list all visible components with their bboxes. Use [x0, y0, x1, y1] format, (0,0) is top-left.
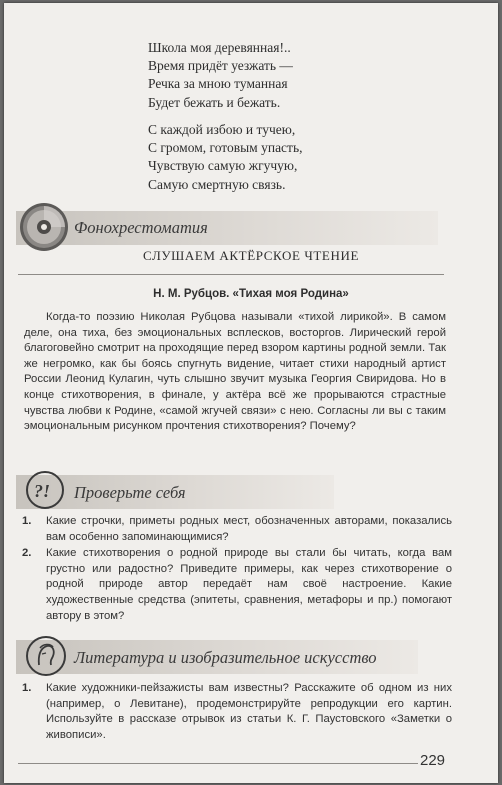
poem-line: С каждой избою и тучею, — [148, 122, 296, 137]
poem-line: Самую смертную связь. — [148, 176, 286, 192]
question-number: 1. — [22, 515, 32, 527]
question-text: Какие художники-пейзажисты вам известны? Расскажите об одном из них (например, о Левитане), продемонстрируйте репродукции его картин. Используйте в рассказе отрывок из статьи К. Г. Паустовского «Заметки о живописи». — [46, 682, 452, 741]
phono-paragraph: Когда-то поэзию Николая Рубцова называли «тихой лирикой». В самом деле, она тиха, без эмоциональных всплесков, восторгов. Лирический герой благоговейно смотрит на проходящие перед взором картины родной земли. Так же негромко, как бы боясь спугнуть видение, читает стихи народный артист России Леонид Кулагин, чуть слышно звучит музыка Георгия Свиридова. Но в конце стихотворения, в финале, у актёра всё же прорываются страстные чувства любви к Родине, «самой жгучей связи» с нею. Согласны ли вы с таким эмоциональным рисунком прочтения стихотворения? Почему? — [24, 311, 446, 433]
check-questions — [16, 514, 452, 625]
section-title-phono: Фонохрестоматия — [74, 218, 208, 237]
poem-stanza-2 — [148, 121, 303, 194]
list-item — [16, 681, 452, 743]
art-questions — [16, 681, 452, 744]
cd-disc-icon — [18, 201, 70, 253]
question-number: 2. — [22, 547, 32, 560]
icon-label: ?! — [34, 481, 51, 501]
poem-line: Чувствую самую жгучую, — [148, 158, 298, 174]
section-title-art: Литература и изобразительное искусство — [74, 648, 377, 667]
section-title-check: Проверьте себя — [74, 483, 186, 502]
poem-line: Школа моя деревянная!.. — [148, 40, 291, 55]
question-number: 1. — [22, 682, 32, 694]
textbook-page — [4, 3, 498, 783]
poem-stanza-1 — [148, 39, 293, 112]
section-banner-phono — [16, 211, 438, 245]
page-number: 229 — [420, 752, 446, 769]
section-banner-art — [16, 640, 418, 674]
footer-divider — [18, 763, 418, 764]
list-item — [16, 546, 452, 624]
work-heading: Н. М. Рубцов. «Тихая моя Родина» — [153, 288, 349, 300]
portrait-head-icon — [24, 634, 68, 678]
poem-line: Речка за мною туманная — [148, 76, 288, 92]
divider — [18, 274, 444, 275]
poem-line: Будет бежать и бежать. — [148, 94, 281, 110]
question-text: Какие строчки, приметы родных мест, обозначенных авторами, показались вам особенно запоминающимися? — [46, 515, 452, 543]
section-subtitle: СЛУШАЕМ АКТЁРСКОЕ ЧТЕНИЕ — [143, 248, 359, 263]
question-text: Какие стихотворения о родной природе вы стали бы читать, когда вам грустно или радостно? Приведите примеры, как через стихотворение о родной природе автор передаёт нам своё настроение. Какие художественные средства (эпитеты, сравнения, метафоры и пр.) помогают автору в этом? — [46, 547, 452, 622]
poem-line: Время придёт уезжать — — [148, 58, 293, 74]
section-banner-check — [16, 475, 334, 509]
list-item — [16, 514, 452, 545]
poem-line: С громом, готовым упасть, — [148, 140, 303, 156]
